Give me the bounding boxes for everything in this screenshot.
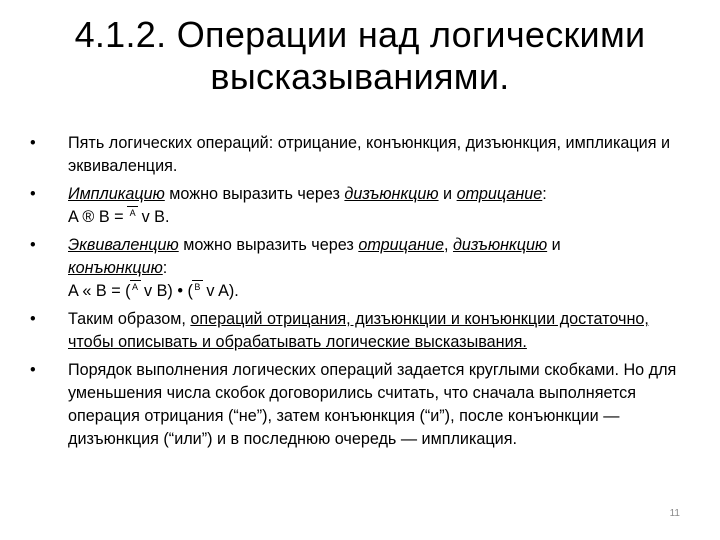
overline-bar bbox=[130, 280, 141, 281]
bullet-marker: • bbox=[30, 134, 36, 152]
bullet-marker: • bbox=[30, 185, 36, 203]
bullet-3-text: , bbox=[443, 236, 453, 254]
slide-title bbox=[20, 14, 700, 98]
bullet-5-text: Порядок выполнения логических операций задается круглыми скобками. Но для уменьшения числа скобок договорились считать, что сначала выполняется операция отрицания (“не”), затем конъюнкция (“и”), после конъюнкции — дизъюнкция (“или”) и в последнюю очередь — импликация. bbox=[68, 361, 677, 448]
bullet-marker: • bbox=[30, 310, 36, 328]
formula-part: v B. bbox=[137, 208, 170, 226]
term-disjunction: дизъюнкцию bbox=[344, 185, 439, 203]
bullet-3-text: : bbox=[162, 259, 168, 277]
bullet-2-text: и bbox=[438, 185, 457, 203]
bullet-list bbox=[30, 132, 690, 456]
bullet-item-2 bbox=[30, 183, 690, 229]
bullet-4-underlined: операций отрицания, дизъюнкции и конъюнкции достаточно, чтобы описывать и обрабатывать логические высказывания. bbox=[68, 310, 649, 351]
formula-part: v B) • ( bbox=[139, 282, 193, 300]
bullet-3-text: и bbox=[547, 236, 561, 254]
title-line-2: высказываниями. bbox=[210, 56, 510, 97]
negated-var bbox=[193, 280, 202, 303]
formula-implication bbox=[68, 208, 169, 226]
bullet-item-5 bbox=[30, 359, 690, 451]
bullet-2-text: : bbox=[542, 185, 547, 203]
term-negation: отрицание bbox=[456, 185, 543, 203]
formula-part: A « B = ( bbox=[68, 282, 131, 300]
negated-var-label: A bbox=[129, 208, 136, 218]
negated-var-label: A bbox=[132, 282, 139, 292]
bullet-item-1 bbox=[30, 132, 690, 178]
overline-bar bbox=[192, 280, 203, 281]
negated-var-label: B bbox=[194, 282, 201, 292]
title-line-1: 4.1.2. Операции над логическими bbox=[74, 14, 646, 55]
bullet-marker: • bbox=[30, 361, 36, 379]
overline-bar bbox=[127, 206, 138, 207]
bullet-1-text: Пять логических операций: отрицание, конъюнкция, дизъюнкция, импликация и эквиваленция. bbox=[68, 134, 671, 175]
term-equivalence: Эквиваленцию bbox=[68, 236, 179, 254]
bullet-item-3 bbox=[30, 234, 690, 303]
negated-var bbox=[131, 280, 140, 303]
term-implication: Импликацию bbox=[68, 185, 165, 203]
bullet-item-4 bbox=[30, 308, 690, 354]
term-disjunction: дизъюнкцию bbox=[452, 236, 548, 254]
term-conjunction: конъюнкцию bbox=[68, 259, 163, 277]
formula-part: A ® B = bbox=[68, 208, 129, 226]
formula-part: v A). bbox=[201, 282, 239, 300]
page-number: 11 bbox=[669, 508, 680, 519]
term-negation: отрицание bbox=[358, 236, 444, 254]
bullet-4-text: Таким образом, bbox=[68, 310, 191, 328]
formula-equivalence bbox=[68, 282, 239, 300]
bullet-marker: • bbox=[30, 236, 36, 254]
bullet-3-text: можно выразить через bbox=[178, 236, 359, 254]
negated-var bbox=[128, 206, 137, 229]
bullet-2-text: можно выразить через bbox=[164, 185, 345, 203]
